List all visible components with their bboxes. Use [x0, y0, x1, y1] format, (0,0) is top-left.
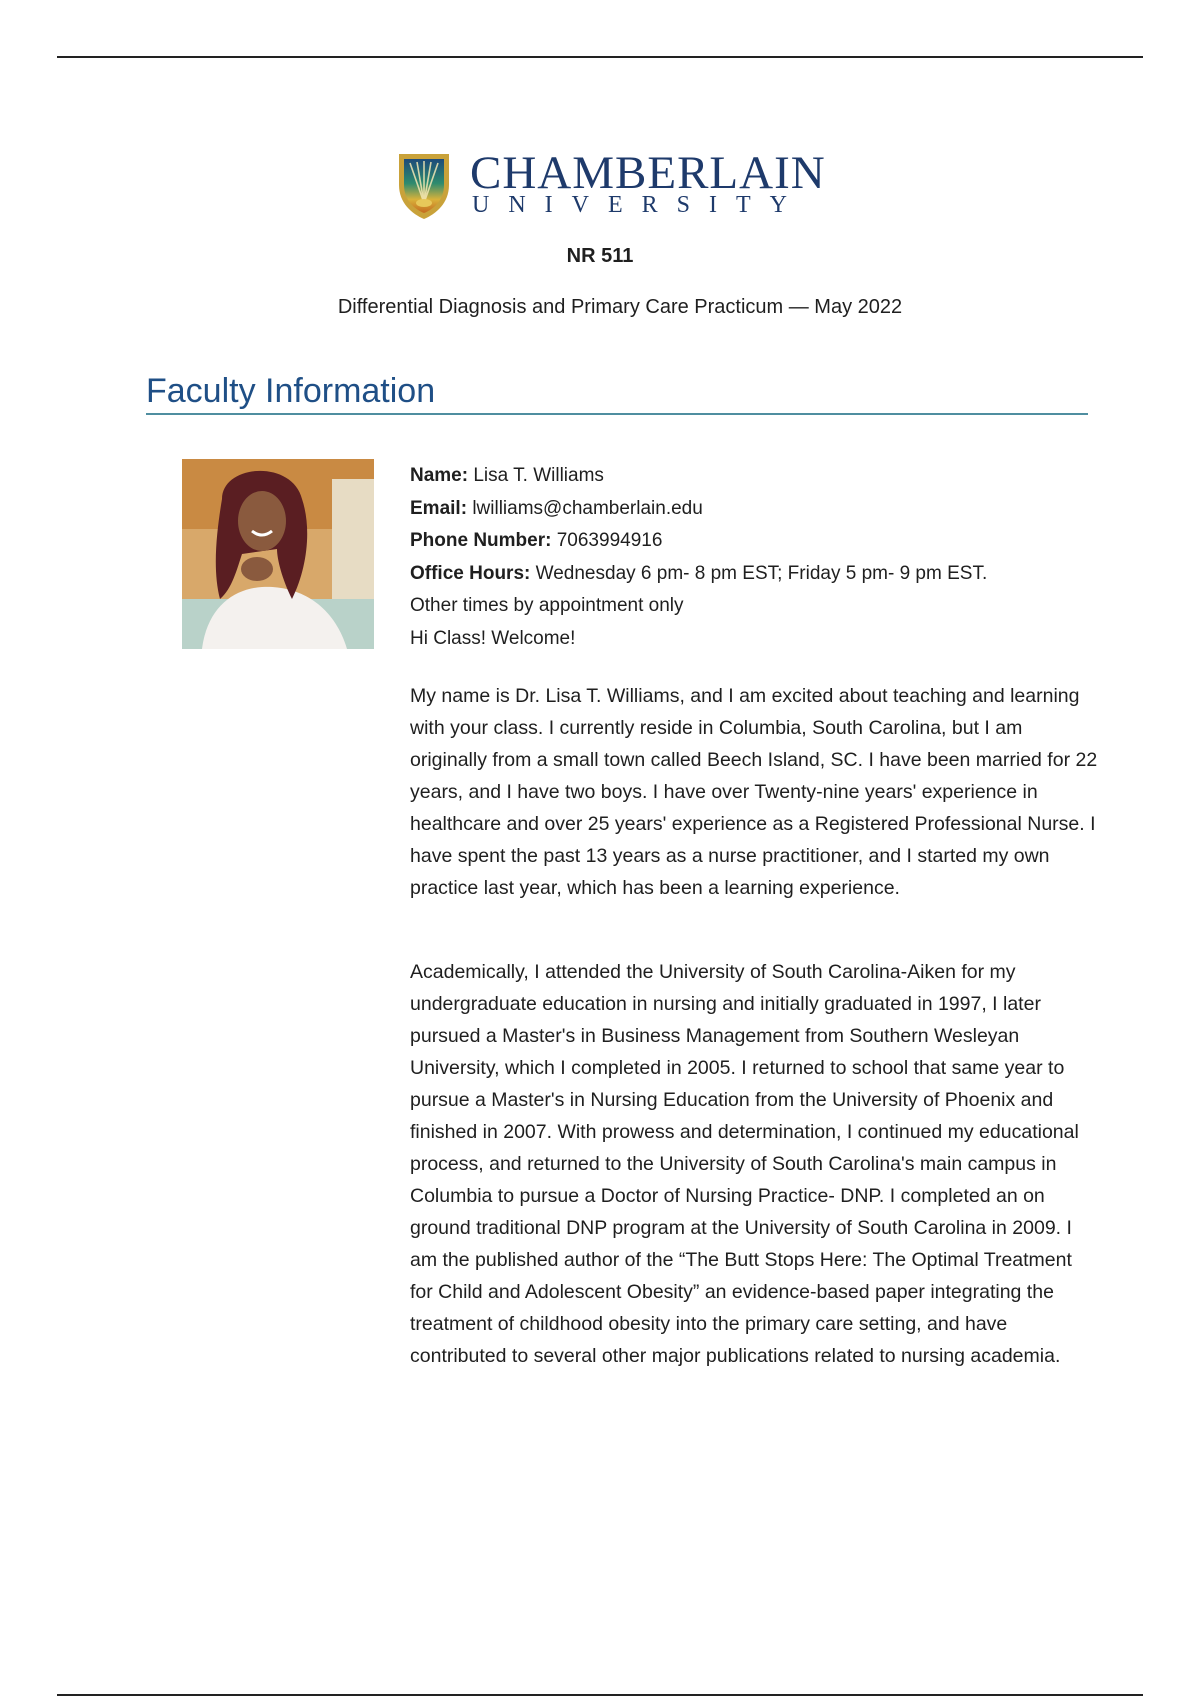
- section-divider: [146, 413, 1088, 415]
- email-label: Email:: [410, 497, 468, 519]
- faculty-contact-block: [410, 460, 1100, 655]
- logo-subtitle: UNIVERSITY: [472, 192, 806, 218]
- phone-line: [410, 525, 1100, 558]
- office-hours: Wednesday 6 pm- 8 pm EST; Friday 5 pm- 9 pm EST.: [535, 562, 988, 584]
- top-rule: [57, 56, 1143, 58]
- faculty-email: lwilliams@chamberlain.edu: [472, 497, 703, 519]
- bio-paragraph-1: My name is Dr. Lisa T. Williams, and I am excited about teaching and learning with your class. I currently reside in Columbia, South Carolina, but I am originally from a small town called Beech Island, SC. I have been married for 22 years, and I have two boys. I have over Twenty-nine years' experience in healthcare and over 25 years' experience as a Registered Professional Nurse. I have spent the past 13 years as a nurse practitioner, and I started my own practice last year, which has been a learning experience.: [410, 685, 1098, 899]
- email-line: [410, 493, 1100, 526]
- faculty-name: Lisa T. Williams: [473, 465, 604, 486]
- name-line: [410, 460, 1100, 493]
- course-code: NR 511: [566, 245, 634, 267]
- bio-paragraph-2: Academically, I attended the University of South Carolina-Aiken for my undergraduate education in nursing and initially graduated in 1997, I later pursued a Master's in Business Management from Southern Wesleyan University, which I completed in 2005. I returned to school that same year to pursue a Master's in Nursing Education from the University of Phoenix and finished in 2007. With prowess and determination, I continued my educational process, and returned to the University of South Carolina's main campus in Columbia to pursue a Doctor of Nursing Practice- DNP. I completed an on ground traditional DNP program at the University of South Carolina in 2009. I am the published author of the “The Butt Stops Here: The Optimal Treatment for Child and Adolescent Obesity” an evidence-based paper integrating the treatment of childhood obesity into the primary care setting, and have contributed to several other major publications related to nursing academia.: [410, 961, 1079, 1367]
- name-label: Name:: [410, 465, 469, 486]
- chamberlain-logo: [396, 148, 846, 228]
- faculty-portrait: [182, 459, 374, 649]
- logo-wordmark: CHAMBERLAIN: [470, 147, 826, 199]
- shield-crest-icon: [396, 151, 452, 221]
- section-heading: Faculty Information: [146, 372, 436, 410]
- course-title: Differential Diagnosis and Primary Care Practicum — May 2022: [337, 296, 903, 318]
- phone-label: Phone Number:: [410, 530, 552, 551]
- office-hours-note: Other times by appointment only: [410, 595, 684, 616]
- bottom-rule: [57, 1694, 1143, 1696]
- faculty-phone: 7063994916: [556, 530, 663, 551]
- office-hours-label: Office Hours:: [410, 562, 531, 584]
- greeting: Hi Class! Welcome!: [410, 627, 576, 649]
- office-hours-line: [410, 558, 1100, 591]
